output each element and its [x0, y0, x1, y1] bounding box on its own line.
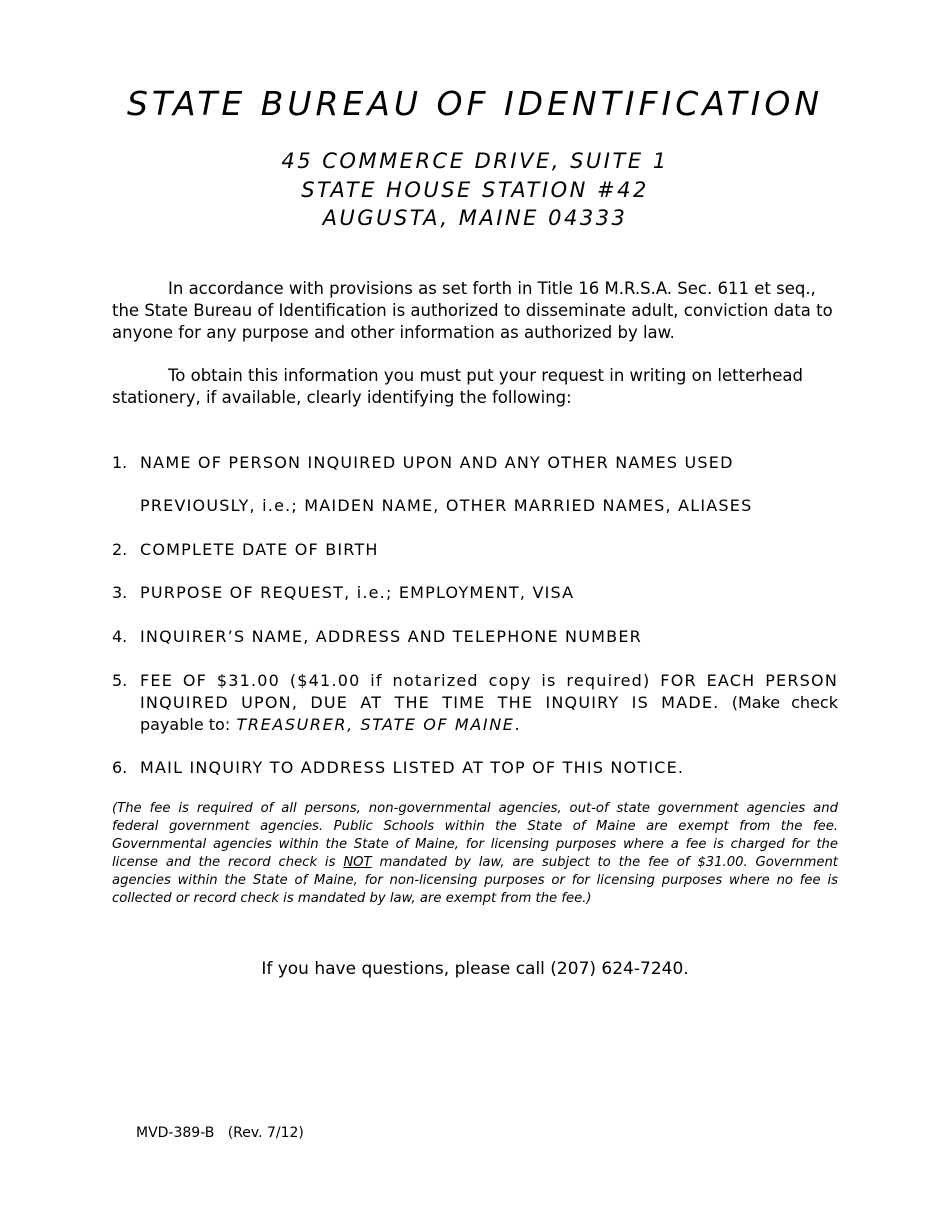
address-line-street: 45 COMMERCE DRIVE, SUITE 1 [281, 149, 669, 173]
list-item-text: MAIL INQUIRY TO ADDRESS LISTED AT TOP OF THIS NOTICE. [140, 758, 685, 777]
intro-paragraph-2 [112, 365, 838, 409]
page-title: STATE BUREAU OF IDENTIFICATION [126, 84, 824, 123]
address-block [0, 147, 950, 233]
fee-note-part-1: (The fee is required of all persons, non-governmental agencies, out-of state government agencies and federal government agencies. Public Schools within the State of Maine are exempt from the fee. Governmental agencies within the State of Maine, for licensing purposes where a fee is charged for the license and the record check is [112, 801, 838, 870]
list-item-number: 5. [112, 671, 128, 690]
list-item-text: PURPOSE OF REQUEST, i.e.; EMPLOYMENT, VISA [140, 583, 575, 602]
list-item-number: 4. [112, 627, 128, 646]
check-note-end: . [514, 715, 521, 734]
list-item-number: 6. [112, 758, 128, 777]
address-line-station: STATE HOUSE STATION #42 [301, 177, 649, 202]
list-item-text: PREVIOUSLY, i.e.; MAIDEN NAME, OTHER MARRIED NAMES, ALIASES [140, 496, 753, 515]
intro-paragraph-1-text: In accordance with provisions as set forth in Title 16 M.R.S.A. Sec. 611 et seq., the State Bureau of Identification is authorized to disseminate adult, conviction data to anyone for any purpose and other information as authorized by law. [112, 279, 833, 342]
list-item-number: 1. [112, 453, 128, 472]
fee-exemption-note [112, 800, 838, 908]
intro-paragraph-1 [112, 278, 838, 344]
form-number: MVD-389-B (Rev. 7/12) [136, 1125, 304, 1141]
list-item-text [140, 670, 838, 736]
list-item-text: NAME OF PERSON INQUIRED UPON AND ANY OTHER NAMES USED [140, 453, 734, 472]
list-item-text: COMPLETE DATE OF BIRTH [140, 540, 379, 559]
fee-note-underlined: NOT [343, 855, 372, 870]
list-item-text: INQUIRER’S NAME, ADDRESS AND TELEPHONE NUMBER [140, 627, 642, 646]
contact-line: If you have questions, please call (207) 624-7240. [261, 959, 689, 979]
check-payee: TREASURER, STATE OF MAINE [236, 715, 515, 734]
list-item-number: 3. [112, 583, 128, 602]
intro-paragraph-2-text: To obtain this information you must put your request in writing on letterhead stationery, if available, clearly identifying the following: [112, 366, 803, 407]
list-item-number: 2. [112, 540, 128, 559]
fee-text: FEE OF $31.00 ($41.00 if notarized copy is required) FOR EACH PERSON INQUIRED UPON, DUE AT THE TIME THE INQUIRY IS MADE. [140, 671, 838, 712]
address-line-city: AUGUSTA, MAINE 04333 [322, 206, 628, 230]
fee-note-part-2: mandated by law, are subject to the fee of $31.00. Government agencies within the State of Maine, for non-licensing purposes or for licensing purposes where no fee is collected or record check is mandated by law, are exempt from the fee.) [112, 855, 838, 906]
check-note: (Make check payable to: [140, 693, 838, 734]
